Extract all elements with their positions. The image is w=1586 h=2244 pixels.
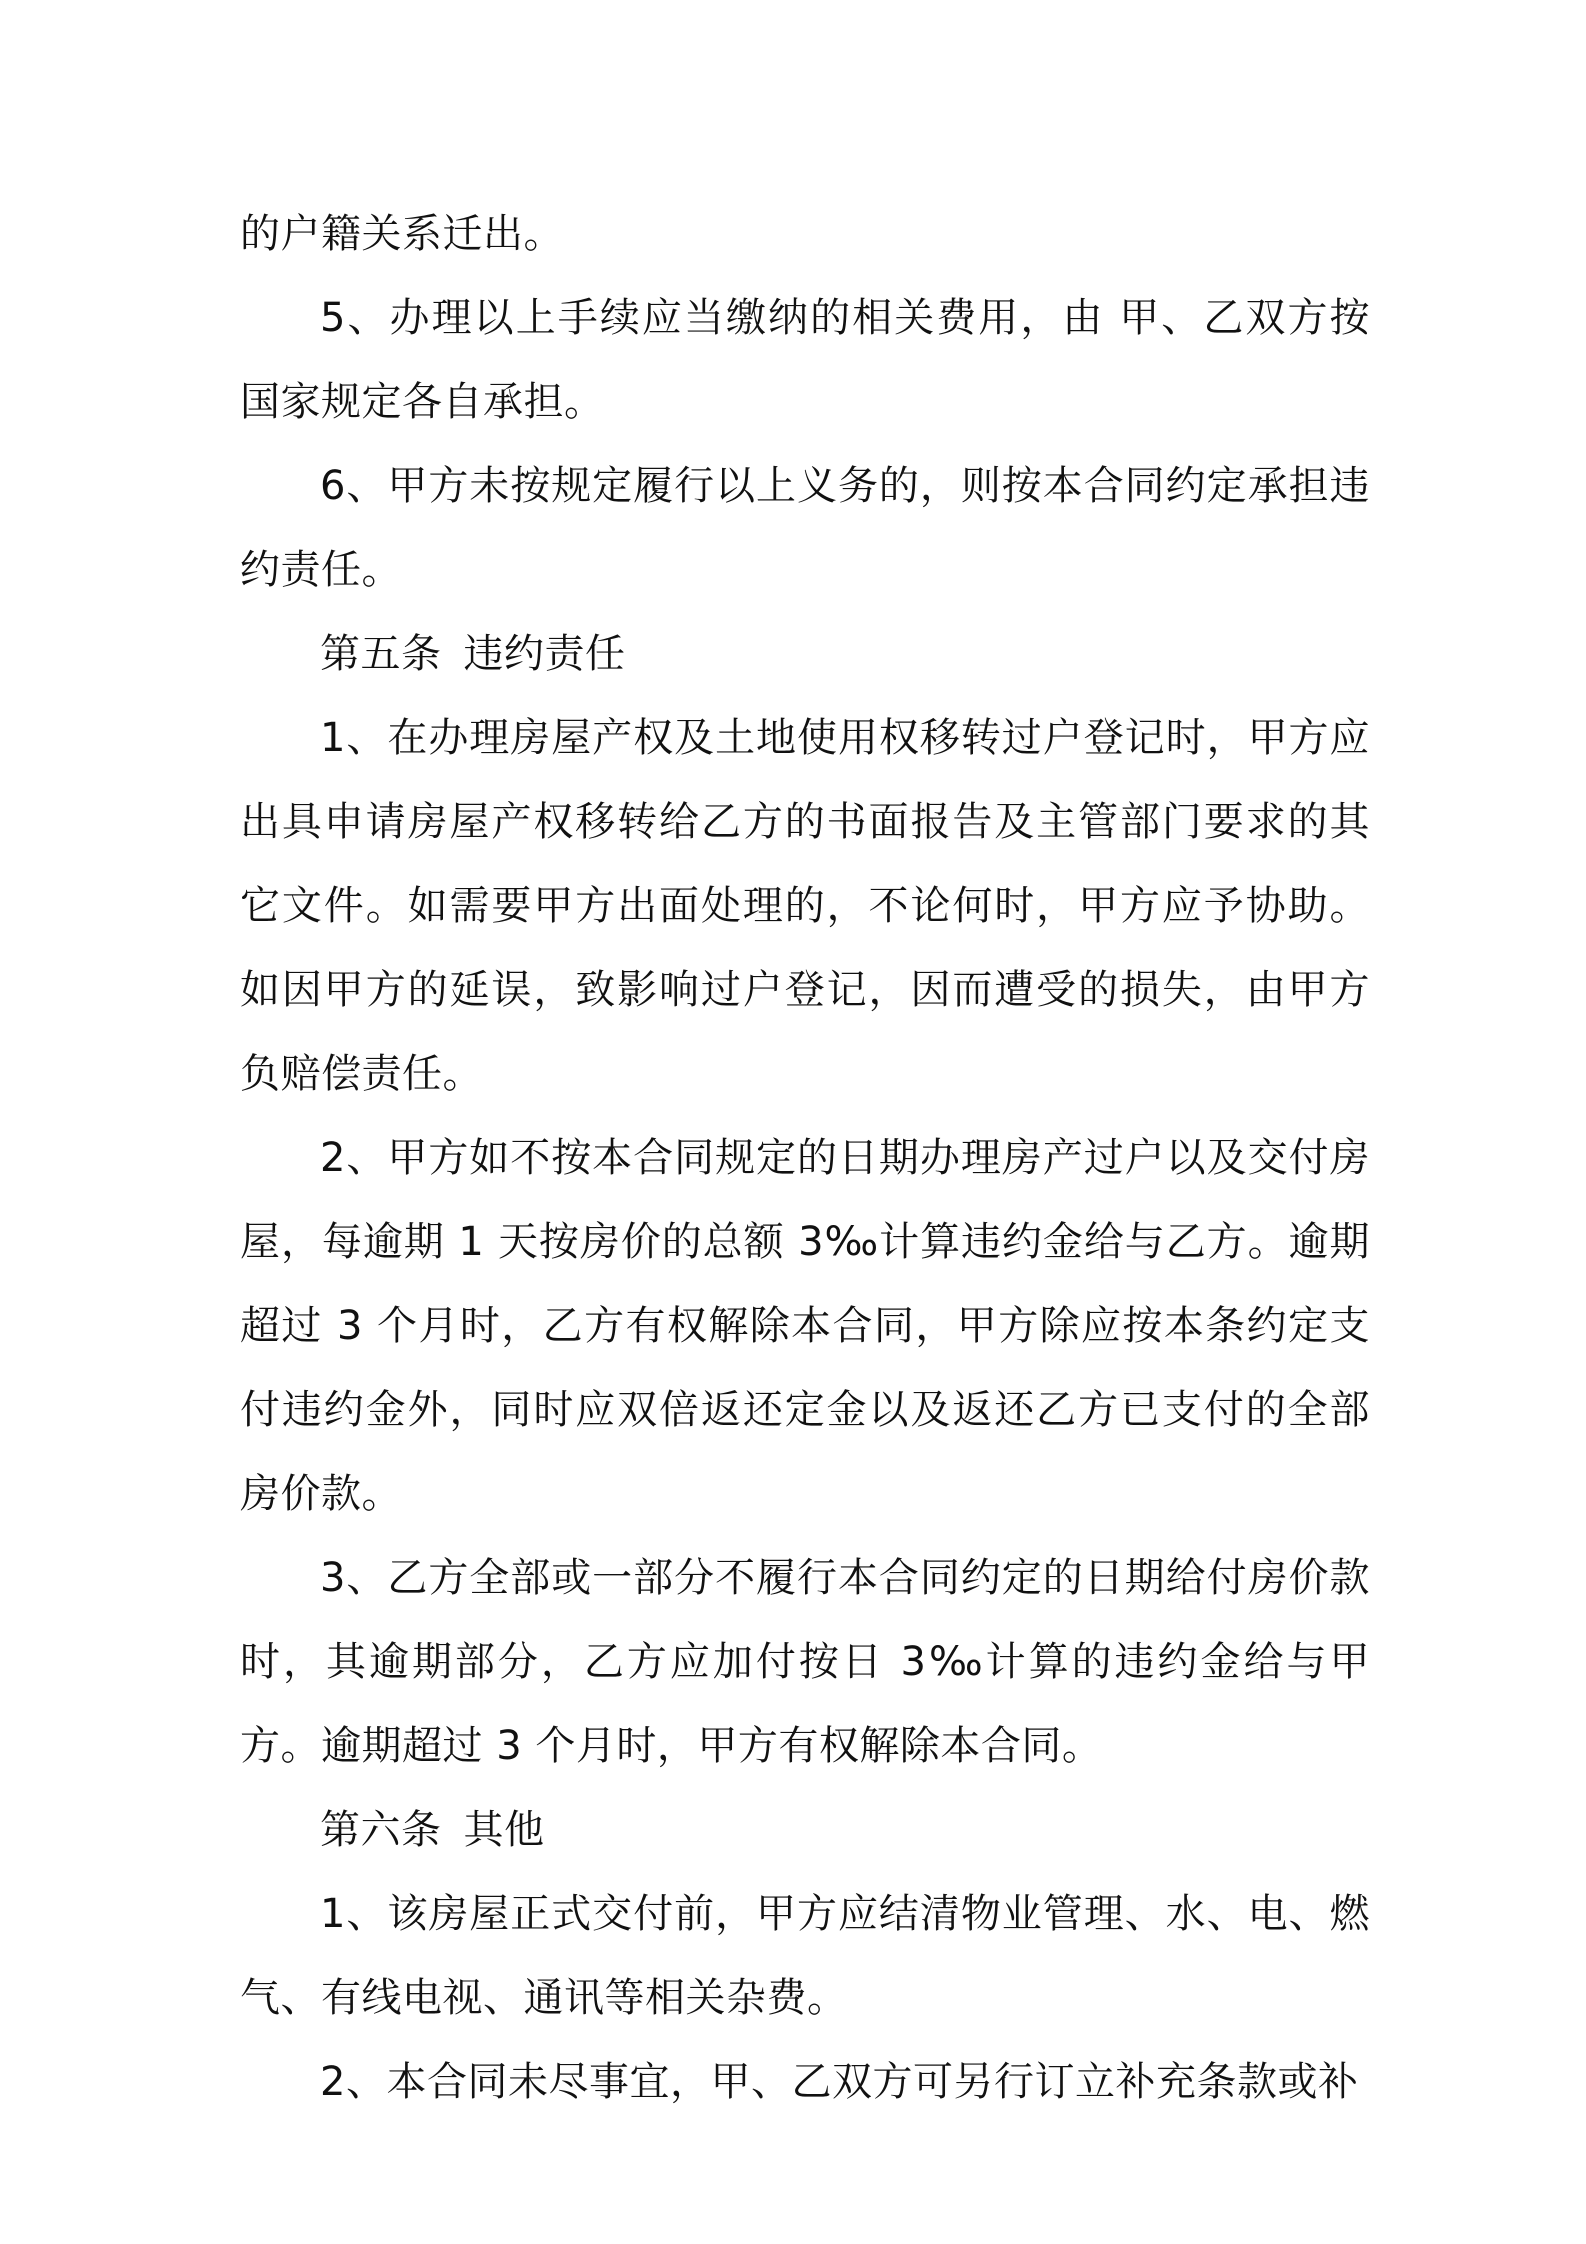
document-body (240, 192, 1370, 2124)
article-5-heading (240, 612, 1370, 696)
article-5-title: 违约责任 (463, 631, 626, 677)
article-6-number: 第六条 (320, 1807, 442, 1853)
paragraph-clause-5-fees: 5、办理以上手续应当缴纳的相关费用，由 甲、乙双方按国家规定各自承担。 (240, 295, 1370, 425)
paragraph-article-5-item-3: 3、乙方全部或一部分不履行本合同约定的日期给付房价款时，其逾期部分，乙方应加付按日 3‰计算的违约金给与甲方。逾期超过 3 个月时，甲方有权解除本合同。 (240, 1555, 1370, 1769)
article-6-heading (240, 1788, 1370, 1872)
paragraph-article-6-item-2: 2、本合同未尽事宜，甲、乙双方可另行订立补充条款或补 (320, 2059, 1359, 2105)
paragraph-continuation: 的户籍关系迁出。 (240, 211, 564, 257)
article-6-title: 其他 (463, 1807, 545, 1853)
article-5-number: 第五条 (320, 631, 442, 677)
paragraph-article-5-item-1: 1、在办理房屋产权及土地使用权移转过户登记时，甲方应出具申请房屋产权移转给乙方的书面报告及主管部门要求的其它文件。如需要甲方出面处理的，不论何时，甲方应予协助。如因甲方的延误，致影响过户登记，因而遭受的损失，由甲方负赔偿责任。 (240, 715, 1370, 1097)
paragraph-article-6-item-1: 1、该房屋正式交付前，甲方应结清物业管理、水、电、燃气、有线电视、通讯等相关杂费。 (240, 1891, 1370, 2021)
paragraph-clause-6-liability: 6、甲方未按规定履行以上义务的，则按本合同约定承担违约责任。 (240, 463, 1370, 593)
paragraph-article-5-item-2: 2、甲方如不按本合同规定的日期办理房产过户以及交付房屋，每逾期 1 天按房价的总额 3‰计算违约金给与乙方。逾期超过 3 个月时，乙方有权解除本合同，甲方除应按本条约定支付违约金外，同时应双倍返还定金以及返还乙方已支付的全部房价款。 (240, 1135, 1370, 1517)
